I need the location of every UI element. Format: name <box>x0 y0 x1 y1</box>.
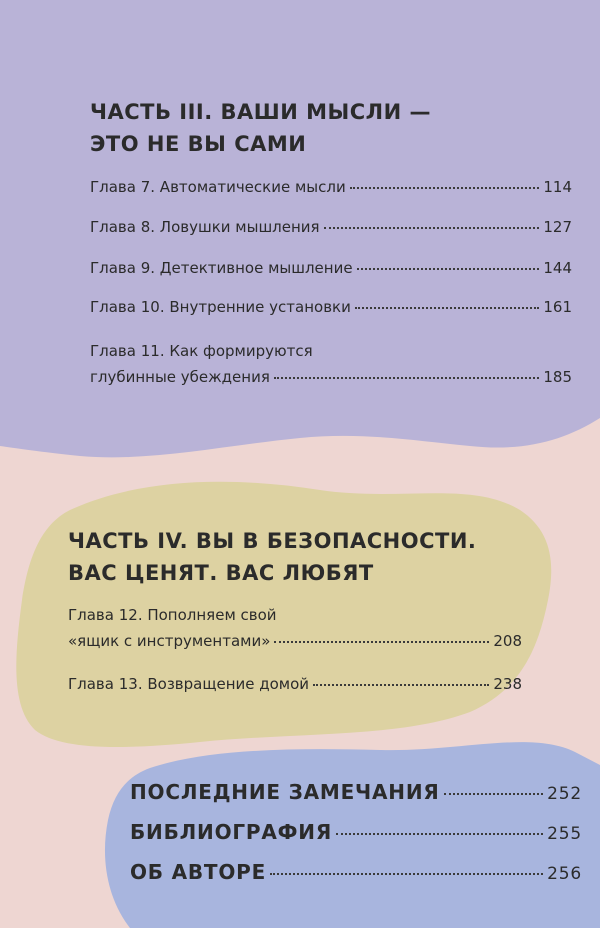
dot-leader <box>274 640 489 643</box>
toc-entry-about-author[interactable] <box>130 860 582 884</box>
dot-leader <box>357 267 540 270</box>
toc-entry-ch12[interactable] <box>68 604 522 652</box>
toc-entry-ch13[interactable] <box>68 673 522 695</box>
page-number: 208 <box>493 632 522 650</box>
toc-entry-ch8[interactable] <box>90 216 572 238</box>
chapter-label: Глава 10. Внутренние установки <box>90 298 351 316</box>
part4-title-line1: ЧАСТЬ IV. ВЫ В БЕЗОПАСНОСТИ. <box>68 529 477 553</box>
part3-title-line2: ЭТО НЕ ВЫ САМИ <box>90 132 307 156</box>
chapter-label: Глава 7. Автоматические мысли <box>90 178 346 196</box>
page-number: 161 <box>543 298 572 316</box>
dot-leader <box>324 226 540 229</box>
section-label: ОБ АВТОРЕ <box>130 860 267 884</box>
toc-entry-ch11[interactable] <box>90 340 572 388</box>
chapter-label: Глава 9. Детективное мышление <box>90 259 353 277</box>
part3-title <box>90 96 431 160</box>
page-number: 238 <box>493 675 522 693</box>
dot-leader <box>274 376 540 379</box>
dot-leader <box>270 872 543 875</box>
page-number: 127 <box>543 218 572 236</box>
page-number: 256 <box>547 864 582 884</box>
chapter-label-line1: Глава 12. Пополняем свой <box>68 606 277 624</box>
section-label: ПОСЛЕДНИЕ ЗАМЕЧАНИЯ <box>130 780 440 804</box>
part3-title-line1: ЧАСТЬ III. ВАШИ МЫСЛИ — <box>90 100 431 124</box>
page-number: 252 <box>547 784 582 804</box>
page-number: 114 <box>543 178 572 196</box>
dot-leader <box>355 306 540 309</box>
chapter-label-line1: Глава 11. Как формируются <box>90 342 313 360</box>
toc-entry-bibliography[interactable] <box>130 820 582 844</box>
toc-entry-final-remarks[interactable] <box>130 780 582 804</box>
page-number: 144 <box>543 259 572 277</box>
toc-entry-ch7[interactable] <box>90 176 572 198</box>
chapter-label-line2: глубинные убеждения <box>90 368 270 386</box>
page-number: 255 <box>547 824 582 844</box>
chapter-label: Глава 8. Ловушки мышления <box>90 218 320 236</box>
dot-leader <box>336 832 543 835</box>
page-number: 185 <box>543 368 572 386</box>
dot-leader <box>350 186 540 189</box>
toc-entry-ch9[interactable] <box>90 257 572 279</box>
chapter-label: Глава 13. Возвращение домой <box>68 675 310 693</box>
chapter-label-line2: «ящик с инструментами» <box>68 632 271 650</box>
section-label: БИБЛИОГРАФИЯ <box>130 820 333 844</box>
part4-title-line2: ВАС ЦЕНЯТ. ВАС ЛЮБЯТ <box>68 561 374 585</box>
toc-entry-ch10[interactable] <box>90 296 572 318</box>
dot-leader <box>313 683 489 686</box>
dot-leader <box>444 792 544 795</box>
part4-title <box>68 525 476 589</box>
